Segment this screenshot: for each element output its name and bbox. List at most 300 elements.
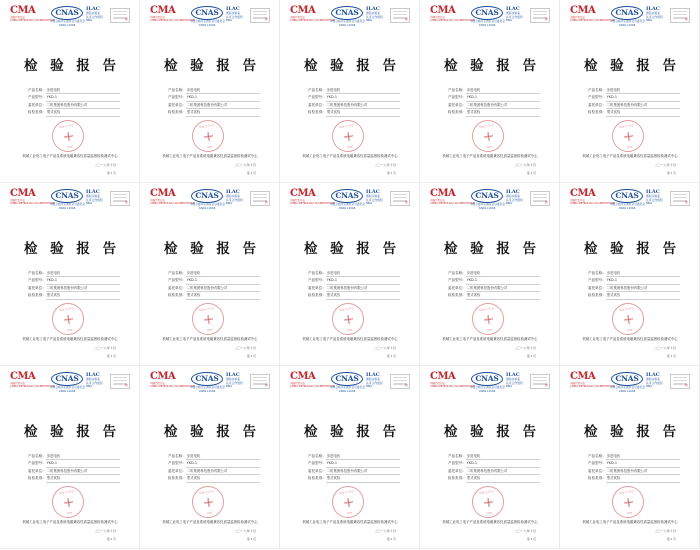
cnas-logo (190, 6, 225, 27)
page-title: 检 验 报 告 (303, 424, 401, 440)
field-label: 委托单位: (28, 468, 44, 473)
stamp-bottom-text: CMA (626, 511, 633, 515)
ilac-sub-line1: 国际实验室 (86, 11, 100, 15)
cma-sub-line2: CHINA METROLOGY ACCREDITATION (10, 19, 55, 23)
ilac-sub-line1: 国际实验室 (506, 377, 520, 381)
field-value: 型式试验 (466, 109, 540, 116)
cma-mark-text: CMA (150, 371, 176, 382)
cnas-sub-line1: 中国合格评定国家认可委员会 (470, 19, 505, 23)
field-row (168, 468, 260, 475)
cma-mark-text: CMA (290, 371, 316, 382)
field-value: YKD-1 (326, 460, 400, 467)
logo-row (150, 189, 270, 211)
field-label: 检验类别: (168, 293, 184, 298)
inspection-report-card[interactable] (280, 183, 420, 366)
ilac-logo (506, 372, 532, 389)
inspection-report-card[interactable] (140, 0, 280, 183)
field-list (308, 270, 400, 300)
field-value: 型式试验 (326, 475, 400, 482)
field-label: 委托单位: (588, 468, 604, 473)
stamp-top-text: 检验专用章 (478, 123, 495, 129)
inspection-report-card[interactable] (0, 183, 140, 366)
logo-row (570, 372, 690, 394)
inspection-report-card[interactable] (560, 183, 700, 366)
report-page (566, 2, 694, 180)
field-row (448, 475, 540, 482)
logo-row (10, 372, 130, 394)
field-row (308, 453, 400, 460)
inspection-report-card[interactable] (280, 366, 420, 549)
cnas-sub-line2: CNAS L1046 (338, 388, 356, 393)
ilac-sub-line3: MRA (646, 201, 653, 206)
field-label: 检验类别: (448, 110, 464, 115)
cma-sub-line2: CHINA METROLOGY ACCREDITATION (150, 19, 195, 23)
field-row (308, 285, 400, 292)
field-row (448, 285, 540, 292)
cnas-sub-line1: 中国合格评定国家认可委员会 (470, 385, 505, 389)
page-title: 检 验 报 告 (23, 241, 121, 257)
page-title: 检 验 报 告 (303, 58, 401, 74)
report-page (286, 2, 414, 180)
footer-page-number: 第 1 页 (386, 537, 396, 541)
ilac-sub-line2: 认可合作组织 (366, 197, 383, 202)
footer-page-number: 第 1 页 (666, 354, 676, 358)
ilac-sub-line3: MRA (646, 18, 653, 23)
red-seal-stamp (190, 484, 226, 520)
field-value: YKD-1 (466, 277, 540, 284)
cma-sub-line1: 中国计量认证 (430, 382, 445, 385)
field-value: 步进电机 (326, 453, 400, 460)
ilac-logo (86, 372, 112, 389)
field-list (168, 270, 260, 300)
field-value: YKD-1 (46, 460, 120, 467)
ilac-mark-text: ILAC (226, 6, 240, 12)
field-row (448, 277, 540, 284)
certificate-box-red-text: 检 (264, 200, 268, 204)
cnas-sub-line1: 中国合格评定国家认可委员会 (50, 202, 85, 206)
cma-logo (290, 188, 335, 206)
ilac-mark-text: ILAC (506, 6, 520, 12)
ilac-sub-line1: 国际实验室 (226, 377, 240, 381)
cnas-logo (610, 6, 645, 27)
cma-mark-text: CMA (10, 371, 36, 382)
cma-sub-line1: 中国计量认证 (290, 382, 305, 385)
page-title: 检 验 报 告 (23, 424, 121, 440)
field-label: 检验类别: (308, 476, 324, 481)
footer-date: 二〇一八年十月 (514, 163, 536, 167)
inspection-report-card[interactable] (560, 0, 700, 183)
footer-page-number: 第 1 页 (666, 171, 676, 175)
cnas-sub-line2: CNAS L1046 (198, 22, 216, 27)
footer-date: 二〇一八年十月 (654, 346, 676, 350)
ilac-sub-line2: 认可合作组织 (646, 197, 663, 202)
cma-logo (570, 5, 615, 23)
field-row (448, 87, 540, 94)
footer-organization: 机械工业电工电子产品及系统电磁兼容性质量监督检验测试中心 (22, 520, 118, 524)
cma-sub-line2: CHINA METROLOGY ACCREDITATION (290, 202, 335, 206)
field-value: YKD-1 (186, 460, 260, 467)
cnas-logo (330, 189, 365, 210)
field-row (168, 109, 260, 116)
cma-logo (290, 371, 335, 389)
field-label: 检验类别: (588, 293, 604, 298)
certificate-box-icon (670, 374, 690, 389)
ilac-sub-line3: MRA (226, 384, 233, 389)
field-label: 产品型号: (168, 95, 184, 100)
cnas-sub-line1: 中国合格评定国家认可委员会 (330, 19, 365, 23)
certificate-box-red-text: 检 (404, 17, 408, 21)
stamp-bottom-text: CMA (346, 145, 353, 149)
stamp-top-text: 检验专用章 (338, 306, 355, 312)
field-label: 产品型号: (448, 95, 464, 100)
page-title: 检 验 报 告 (583, 424, 681, 440)
cma-mark-text: CMA (290, 188, 316, 199)
ilac-mark-text: ILAC (226, 372, 240, 378)
footer-date: 二〇一八年十月 (654, 163, 676, 167)
ilac-mark-text: ILAC (86, 189, 100, 195)
cma-sub-line1: 中国计量认证 (290, 16, 305, 19)
report-page (6, 368, 134, 546)
cnas-sub-line1: 中国合格评定国家认可委员会 (610, 385, 645, 389)
footer-page-number: 第 1 页 (666, 537, 676, 541)
field-label: 产品名称: (28, 271, 44, 275)
ilac-sub-line2: 认可合作组织 (506, 197, 523, 202)
cma-sub-line2: CHINA METROLOGY ACCREDITATION (570, 19, 615, 23)
field-row (588, 102, 680, 109)
page-title: 检 验 报 告 (163, 241, 261, 257)
field-row (28, 109, 120, 116)
cma-sub-line2: CHINA METROLOGY ACCREDITATION (10, 385, 55, 389)
field-value: 步进电机 (186, 87, 260, 94)
field-label: 产品名称: (448, 88, 464, 92)
red-seal-stamp (50, 301, 86, 337)
inspection-report-card[interactable] (0, 0, 140, 183)
field-list (308, 87, 400, 117)
inspection-report-card[interactable] (0, 366, 140, 549)
field-list (168, 87, 260, 117)
certificate-box-red-text: 检 (124, 200, 128, 204)
field-value: YKD-1 (326, 94, 400, 101)
ilac-sub-line1: 国际实验室 (86, 377, 100, 381)
field-label: 产品型号: (28, 95, 44, 100)
cma-sub-line1: 中国计量认证 (430, 199, 445, 202)
report-page (146, 2, 274, 180)
ilac-mark-text: ILAC (226, 189, 240, 195)
cnas-sub-line1: 中国合格评定国家认可委员会 (190, 19, 225, 23)
inspection-report-card[interactable] (420, 183, 560, 366)
field-value: 型式试验 (606, 475, 680, 482)
ilac-sub-line2: 认可合作组织 (506, 14, 523, 19)
inspection-report-card[interactable] (420, 0, 560, 183)
stamp-top-text: 检验专用章 (58, 489, 75, 495)
cnas-mark-text: CNAS (471, 372, 503, 386)
field-label: 产品型号: (28, 461, 44, 466)
certificate-box-red-text: 检 (684, 17, 688, 21)
field-row (28, 453, 120, 460)
field-label: 产品名称: (448, 271, 464, 275)
cma-mark-text: CMA (570, 188, 596, 199)
field-list (448, 453, 540, 483)
field-value: 二机集团科技股份有限公司 (606, 285, 680, 292)
field-label: 产品型号: (448, 461, 464, 466)
cnas-sub-line2: CNAS L1046 (618, 205, 636, 210)
field-value: YKD-1 (606, 460, 680, 467)
field-row (28, 270, 120, 277)
report-page (146, 185, 274, 363)
field-row (308, 109, 400, 116)
stamp-bottom-text: CMA (346, 328, 353, 332)
ilac-sub-line2: 认可合作组织 (226, 14, 243, 19)
field-label: 委托单位: (448, 285, 464, 290)
red-seal-stamp (470, 118, 506, 154)
cma-mark-text: CMA (150, 5, 176, 16)
ilac-sub-line3: MRA (366, 201, 373, 206)
logo-row (290, 6, 410, 28)
cnas-mark-text: CNAS (611, 372, 643, 386)
ilac-logo (366, 6, 392, 23)
field-label: 产品型号: (168, 278, 184, 283)
field-label: 产品名称: (588, 88, 604, 92)
cma-mark-text: CMA (570, 371, 596, 382)
certificate-box-red-text: 检 (124, 383, 128, 387)
stamp-bottom-text: CMA (486, 511, 493, 515)
cnas-sub-line2: CNAS L1046 (58, 22, 76, 27)
field-row (168, 270, 260, 277)
field-value: 二机集团科技股份有限公司 (46, 468, 120, 475)
field-value: YKD-1 (46, 94, 120, 101)
cma-logo (430, 371, 475, 389)
field-row (308, 87, 400, 94)
field-row (28, 292, 120, 299)
report-page (426, 368, 554, 546)
field-row (588, 87, 680, 94)
cma-logo (10, 188, 55, 206)
cnas-mark-text: CNAS (51, 189, 83, 203)
field-row (448, 270, 540, 277)
cnas-logo (470, 189, 505, 210)
cnas-sub-line1: 中国合格评定国家认可委员会 (190, 385, 225, 389)
ilac-sub-line2: 认可合作组织 (646, 14, 663, 19)
certificate-box-red-text: 检 (264, 383, 268, 387)
stamp-top-text: 检验专用章 (618, 489, 635, 495)
inspection-report-card[interactable] (280, 0, 420, 183)
ilac-mark-text: ILAC (366, 189, 380, 195)
inspection-report-card[interactable] (420, 366, 560, 549)
cma-logo (150, 371, 195, 389)
red-seal-stamp (610, 118, 646, 154)
field-value: YKD-1 (466, 460, 540, 467)
field-row (448, 453, 540, 460)
cnas-logo (190, 372, 225, 393)
field-value: 二机集团科技股份有限公司 (326, 102, 400, 109)
footer-organization: 机械工业电工电子产品及系统电磁兼容性质量监督检验测试中心 (442, 337, 538, 341)
stamp-bottom-text: CMA (626, 328, 633, 332)
footer-organization: 机械工业电工电子产品及系统电磁兼容性质量监督检验测试中心 (302, 520, 398, 524)
cnas-sub-line2: CNAS L1046 (58, 205, 76, 210)
report-page (566, 185, 694, 363)
red-seal-stamp (190, 301, 226, 337)
logo-row (430, 6, 550, 28)
report-page (286, 368, 414, 546)
certificate-box-red-text: 检 (124, 17, 128, 21)
report-page (286, 185, 414, 363)
field-value: 步进电机 (46, 270, 120, 277)
cma-sub-line1: 中国计量认证 (150, 382, 165, 385)
cnas-mark-text: CNAS (51, 6, 83, 20)
field-list (308, 453, 400, 483)
cnas-sub-line1: 中国合格评定国家认可委员会 (470, 202, 505, 206)
cnas-mark-text: CNAS (191, 372, 223, 386)
field-label: 产品名称: (308, 454, 324, 458)
field-value: 型式试验 (466, 292, 540, 299)
field-label: 委托单位: (448, 102, 464, 107)
logo-row (570, 189, 690, 211)
field-row (448, 468, 540, 475)
ilac-logo (366, 372, 392, 389)
field-value: 型式试验 (466, 475, 540, 482)
cnas-sub-line1: 中国合格评定国家认可委员会 (190, 202, 225, 206)
footer-date: 二〇一八年十月 (94, 529, 116, 533)
inspection-report-card[interactable] (140, 183, 280, 366)
field-value: YKD-1 (186, 94, 260, 101)
field-row (308, 94, 400, 101)
cnas-sub-line2: CNAS L1046 (618, 388, 636, 393)
footer-organization: 机械工业电工电子产品及系统电磁兼容性质量监督检验测试中心 (162, 337, 258, 341)
cnas-sub-line2: CNAS L1046 (478, 22, 496, 27)
field-value: 二机集团科技股份有限公司 (46, 102, 120, 109)
field-value: 步进电机 (466, 270, 540, 277)
cma-sub-line1: 中国计量认证 (570, 382, 585, 385)
field-label: 产品型号: (308, 278, 324, 283)
footer-date: 二〇一八年十月 (234, 163, 256, 167)
logo-row (290, 189, 410, 211)
cma-sub-line1: 中国计量认证 (570, 199, 585, 202)
field-label: 检验类别: (28, 110, 44, 115)
certificate-box-red-text: 检 (404, 200, 408, 204)
cnas-sub-line2: CNAS L1046 (338, 22, 356, 27)
footer-page-number: 第 1 页 (526, 171, 536, 175)
field-value: 步进电机 (46, 453, 120, 460)
field-value: 步进电机 (46, 87, 120, 94)
ilac-sub-line1: 国际实验室 (646, 194, 660, 198)
stamp-top-text: 检验专用章 (198, 306, 215, 312)
cnas-logo (470, 6, 505, 27)
footer-organization: 机械工业电工电子产品及系统电磁兼容性质量监督检验测试中心 (582, 520, 678, 524)
field-list (448, 270, 540, 300)
field-value: 二机集团科技股份有限公司 (186, 102, 260, 109)
footer-date: 二〇一八年十月 (374, 346, 396, 350)
field-row (28, 102, 120, 109)
field-value: 步进电机 (186, 270, 260, 277)
footer-date: 二〇一八年十月 (374, 529, 396, 533)
stamp-bottom-text: CMA (66, 511, 73, 515)
field-row (588, 468, 680, 475)
footer-page-number: 第 1 页 (526, 537, 536, 541)
field-value: 二机集团科技股份有限公司 (326, 468, 400, 475)
field-label: 产品名称: (28, 88, 44, 92)
page-title: 检 验 报 告 (23, 58, 121, 74)
field-list (28, 270, 120, 300)
cnas-logo (50, 6, 85, 27)
footer-date: 二〇一八年十月 (234, 346, 256, 350)
cma-logo (10, 371, 55, 389)
field-row (28, 94, 120, 101)
certificate-box-red-text: 检 (264, 17, 268, 21)
certificate-box-icon (530, 8, 550, 23)
field-row (28, 277, 120, 284)
cma-mark-text: CMA (570, 5, 596, 16)
report-page (426, 185, 554, 363)
field-label: 委托单位: (308, 285, 324, 290)
footer-page-number: 第 1 页 (106, 354, 116, 358)
ilac-sub-line3: MRA (506, 384, 513, 389)
red-seal-stamp (190, 118, 226, 154)
field-label: 委托单位: (588, 285, 604, 290)
footer-page-number: 第 1 页 (246, 537, 256, 541)
field-label: 产品名称: (308, 271, 324, 275)
certificate-box-icon (670, 8, 690, 23)
ilac-sub-line1: 国际实验室 (226, 194, 240, 198)
ilac-sub-line3: MRA (646, 384, 653, 389)
certificate-box-red-text: 检 (544, 383, 548, 387)
ilac-logo (646, 372, 672, 389)
field-label: 检验类别: (308, 110, 324, 115)
cma-mark-text: CMA (430, 5, 456, 16)
footer-organization: 机械工业电工电子产品及系统电磁兼容性质量监督检验测试中心 (442, 154, 538, 158)
cnas-logo (190, 189, 225, 210)
cma-mark-text: CMA (430, 371, 456, 382)
field-list (588, 453, 680, 483)
ilac-sub-line3: MRA (86, 384, 93, 389)
field-value: 型式试验 (606, 292, 680, 299)
cma-sub-line1: 中国计量认证 (10, 16, 25, 19)
footer-date: 二〇一八年十月 (234, 529, 256, 533)
certificate-box-icon (250, 191, 270, 206)
ilac-sub-line2: 认可合作组织 (86, 380, 103, 385)
footer-page-number: 第 1 页 (526, 354, 536, 358)
ilac-logo (506, 189, 532, 206)
field-row (168, 460, 260, 467)
field-label: 检验类别: (168, 110, 184, 115)
ilac-sub-line2: 认可合作组织 (366, 14, 383, 19)
footer-page-number: 第 1 页 (386, 171, 396, 175)
field-value: YKD-1 (326, 277, 400, 284)
logo-row (150, 6, 270, 28)
field-value: YKD-1 (466, 94, 540, 101)
page-title: 检 验 报 告 (163, 424, 261, 440)
red-seal-stamp (330, 118, 366, 154)
red-seal-stamp (470, 301, 506, 337)
cnas-sub-line2: CNAS L1046 (478, 388, 496, 393)
field-label: 产品名称: (168, 454, 184, 458)
cma-sub-line1: 中国计量认证 (430, 16, 445, 19)
inspection-report-card[interactable] (560, 366, 700, 549)
cnas-logo (50, 372, 85, 393)
footer-organization: 机械工业电工电子产品及系统电磁兼容性质量监督检验测试中心 (162, 154, 258, 158)
stamp-top-text: 检验专用章 (198, 123, 215, 129)
cnas-logo (330, 372, 365, 393)
inspection-report-card[interactable] (140, 366, 280, 549)
field-row (308, 292, 400, 299)
ilac-sub-line2: 认可合作组织 (86, 197, 103, 202)
cma-sub-line1: 中国计量认证 (10, 199, 25, 202)
page-title: 检 验 报 告 (303, 241, 401, 257)
cnas-mark-text: CNAS (51, 372, 83, 386)
footer-page-number: 第 1 页 (106, 171, 116, 175)
certificate-box-icon (110, 374, 130, 389)
cnas-logo (50, 189, 85, 210)
stamp-top-text: 检验专用章 (198, 489, 215, 495)
